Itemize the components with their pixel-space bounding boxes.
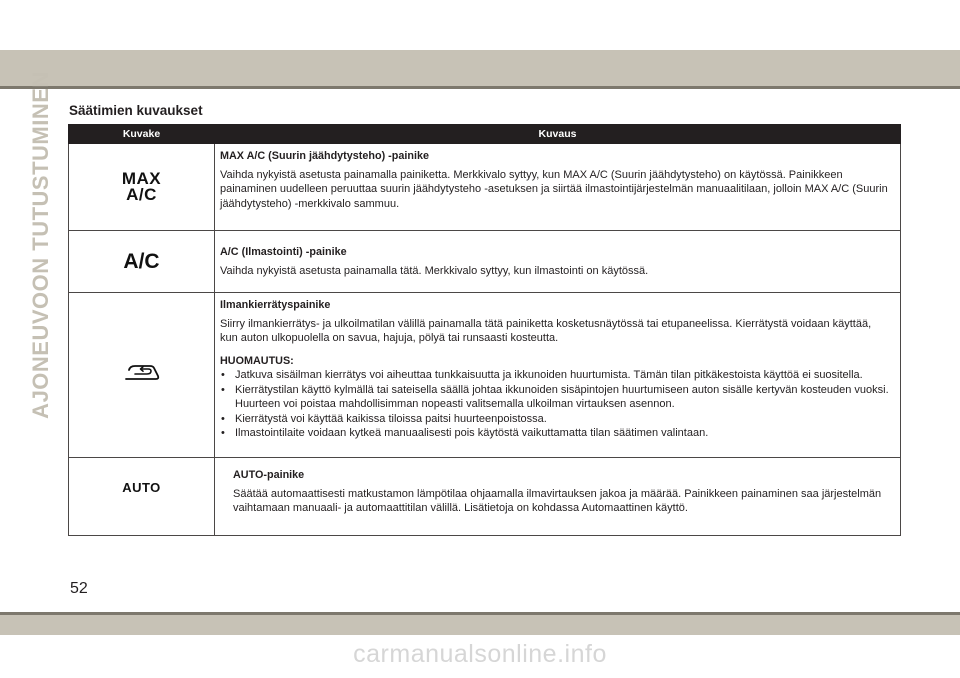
- auto-text: Säätää automaattisesti matkustamon lämpötilaa ohjaamalla ilmavirtauksen jakoa ja määrää. Painikkeen painaminen saa järjestelmän vaihtamaan manuaali- ja automaattitilan välillä. Lisätietoja on kohdassa Automaattinen käyttö.: [233, 487, 882, 514]
- ac-text: Vaihda nykyistä asetusta painamalla tätä. Merkkivalo syttyy, kun ilmastointi on käytössä.: [220, 264, 649, 277]
- recirculation-note-title: HUOMAUTUS:: [220, 354, 294, 367]
- recirculation-icon: [123, 363, 161, 383]
- ac-title: A/C (Ilmastointi) -painike: [220, 246, 347, 258]
- max-ac-text: Vaihda nykyistä asetusta painamalla painiketta. Merkkivalo syttyy, kun MAX A/C (Suurin jäähdytysteho) on käytössä. Painikkeen painaminen uudelleen peruuttaa suurin jäähdytysteho -asetuksen ja siirtää ilmastointijärjestelmän manuaalitilaan, jolloin MAX A/C (Suurin jäähdytysteho) -merkkivalo sammuu.: [220, 168, 888, 210]
- chapter-side-heading-text: AJONEUVOON TUTUSTUMINEN: [28, 71, 53, 419]
- auto-icon-cell: [69, 458, 215, 536]
- recirculation-title: Ilmankierrätyspainike: [220, 299, 331, 311]
- list-item: • Kierrätystä voi käyttää kaikissa tiloissa paitsi huurteenpoistossa.: [220, 412, 890, 427]
- ac-description: [215, 231, 901, 293]
- table-row-recirculation: [69, 293, 901, 458]
- top-decor-line: [0, 86, 960, 89]
- ac-icon: A/C: [123, 249, 160, 273]
- section-title: Säätimien kuvaukset: [69, 103, 203, 118]
- auto-title: AUTO-painike: [233, 469, 305, 481]
- max-ac-description: [215, 144, 901, 231]
- list-item: • Kierrätystilan käyttö kylmällä tai sateisella säällä johtaa ikkunoiden sisäpintojen huurtumiseen auton sisälle kertyvän kosteuden vuoksi. Huurteen voi poistaa mahdollisimman nopeasti valitsemalla ulkoilman virtauksen asennon.: [220, 383, 890, 412]
- top-decor-bar: [0, 50, 960, 86]
- auto-description: [215, 458, 901, 536]
- list-item: • Ilmastointilaite voidaan kytkeä manuaalisesti pois käytöstä vaikuttamatta tilan säätimen valintaan.: [220, 426, 890, 441]
- recirculation-note-list: [220, 368, 890, 441]
- recirculation-description: [215, 293, 901, 458]
- controls-table: [68, 124, 901, 536]
- table-row-max-ac: [69, 144, 901, 231]
- recirculation-text: Siirry ilmankierrätys- ja ulkoilmatilan välillä painamalla tätä painiketta kosketusnäytössä tai etupaneelissa. Kierrätystä voidaan käyttää, kun auton ulkopuolella on savua, hajuja, pölyä tai runsaasti kosteutta.: [220, 317, 872, 344]
- chapter-side-heading: [26, 71, 56, 419]
- list-item: • Jatkuva sisäilman kierrätys voi aiheuttaa tunkkaisuutta ja ikkunoiden huurtumista. Tämän tilan pitkäkestoista käyttöä ei suositella.: [220, 368, 890, 383]
- watermark: carmanualsonline.info: [353, 640, 607, 668]
- ac-icon-cell: [69, 231, 215, 293]
- header-description-column: Kuvaus: [215, 125, 901, 144]
- max-ac-icon-line-1: MAX: [121, 169, 162, 188]
- max-ac-icon-line-2: A/C: [126, 185, 157, 204]
- table-header-row: [69, 125, 901, 144]
- auto-icon: AUTO: [122, 480, 161, 495]
- bottom-decor-bar: [0, 615, 960, 635]
- page-number: 52: [70, 580, 88, 597]
- max-ac-title: MAX A/C (Suurin jäähdytysteho) -painike: [220, 150, 429, 162]
- recirculation-icon-cell: [69, 293, 215, 458]
- header-icon-column: Kuvake: [69, 125, 215, 144]
- table-row-auto: [69, 458, 901, 536]
- max-ac-icon-cell: [69, 144, 215, 231]
- table-row-ac: [69, 231, 901, 293]
- top-margin: [0, 0, 960, 50]
- max-ac-icon: [69, 171, 214, 203]
